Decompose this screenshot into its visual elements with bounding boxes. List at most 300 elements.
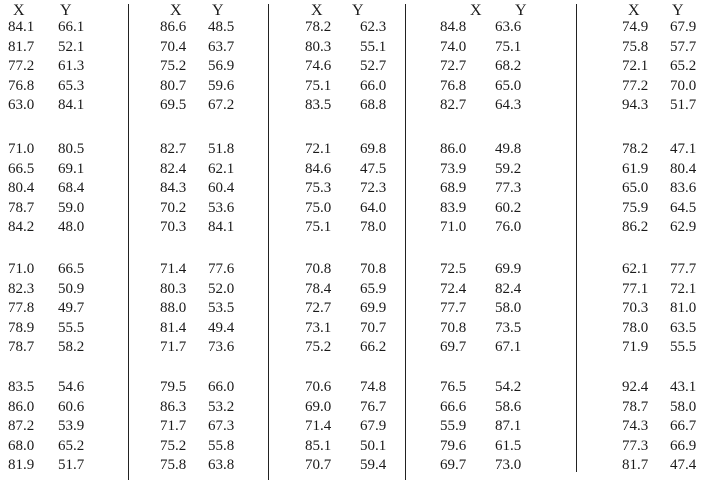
table-row <box>8 140 98 158</box>
x-value: 83.9 <box>440 199 467 216</box>
table-row <box>305 417 400 435</box>
y-value: 60.2 <box>495 199 522 216</box>
table-row <box>440 18 535 36</box>
table-row <box>8 319 98 337</box>
table-row <box>160 218 248 236</box>
y-value: 67.1 <box>495 339 522 355</box>
x-value: 72.5 <box>440 261 467 277</box>
y-value: 47.5 <box>360 160 387 177</box>
header-y: Y <box>352 2 365 19</box>
x-value: 61.9 <box>622 160 649 177</box>
x-value: 76.8 <box>440 77 467 94</box>
y-value: 72.3 <box>360 180 387 196</box>
table-row <box>8 199 98 217</box>
y-value: 61.3 <box>58 58 85 74</box>
header-x: X <box>470 2 483 19</box>
x-value: 72.1 <box>622 58 649 74</box>
table-row <box>440 77 535 95</box>
y-value: 48.5 <box>208 19 235 35</box>
table-row <box>8 218 98 236</box>
x-value: 74.0 <box>440 38 467 55</box>
table-row <box>622 218 702 236</box>
x-value: 69.5 <box>160 97 187 113</box>
table-row <box>622 140 702 158</box>
x-value: 80.3 <box>305 38 332 55</box>
y-value: 66.0 <box>360 77 387 94</box>
x-value: 85.1 <box>305 437 332 454</box>
y-value: 55.5 <box>670 339 697 355</box>
table-row <box>160 280 248 298</box>
table-row <box>8 280 98 298</box>
y-value: 50.9 <box>58 280 85 297</box>
table-row <box>440 398 535 416</box>
y-value: 47.4 <box>670 457 697 473</box>
x-value: 92.4 <box>622 379 649 395</box>
y-value: 58.0 <box>495 300 522 316</box>
y-value: 67.2 <box>208 97 235 113</box>
x-value: 69.7 <box>440 339 467 355</box>
table-row <box>8 456 98 474</box>
header-y: Y <box>515 2 528 19</box>
table-row <box>160 140 248 158</box>
x-value: 70.6 <box>305 379 332 395</box>
table-row <box>305 398 400 416</box>
table-row <box>160 398 248 416</box>
table-row <box>440 280 535 298</box>
table-row <box>8 378 98 396</box>
y-value: 67.3 <box>208 418 235 434</box>
x-value: 80.7 <box>160 77 187 94</box>
table-row <box>440 218 535 236</box>
table-row <box>440 338 535 356</box>
table-row <box>8 179 98 197</box>
table-row <box>305 96 400 114</box>
y-value: 55.5 <box>58 319 85 336</box>
x-value: 75.8 <box>622 38 649 55</box>
x-value: 69.7 <box>440 457 467 473</box>
x-value: 86.3 <box>160 398 187 415</box>
table-row <box>8 260 98 278</box>
table-row <box>8 57 98 75</box>
table-row <box>160 378 248 396</box>
table-row <box>305 338 400 356</box>
y-value: 63.7 <box>208 38 235 55</box>
y-value: 53.2 <box>208 398 235 415</box>
table-row <box>622 199 702 217</box>
x-value: 66.6 <box>440 398 467 415</box>
table-row <box>305 160 400 178</box>
y-value: 59.2 <box>495 160 522 177</box>
table-row <box>622 280 702 298</box>
y-value: 55.8 <box>208 437 235 454</box>
x-value: 84.3 <box>160 180 187 196</box>
table-row <box>440 299 535 317</box>
table-row <box>622 398 702 416</box>
y-value: 65.0 <box>495 77 522 94</box>
y-value: 57.7 <box>670 38 697 55</box>
x-value: 84.2 <box>8 219 35 235</box>
x-value: 77.3 <box>622 437 649 454</box>
y-value: 67.9 <box>360 418 387 434</box>
y-value: 83.6 <box>670 180 697 196</box>
y-value: 84.1 <box>208 219 235 235</box>
table-row <box>305 437 400 455</box>
x-value: 72.7 <box>440 58 467 74</box>
y-value: 66.9 <box>670 437 697 454</box>
y-value: 69.1 <box>58 160 85 177</box>
y-value: 52.7 <box>360 58 387 74</box>
x-value: 75.9 <box>622 199 649 216</box>
table-row <box>440 260 535 278</box>
header-y: Y <box>212 2 225 19</box>
x-value: 75.1 <box>305 77 332 94</box>
x-value: 82.7 <box>440 97 467 113</box>
y-value: 58.2 <box>58 339 85 355</box>
y-value: 48.0 <box>58 219 85 235</box>
y-value: 75.1 <box>495 38 522 55</box>
table-row <box>305 179 400 197</box>
x-value: 81.7 <box>8 38 35 55</box>
table-row <box>622 77 702 95</box>
x-value: 70.8 <box>305 261 332 277</box>
y-value: 52.1 <box>58 38 85 55</box>
x-value: 68.9 <box>440 180 467 196</box>
y-value: 63.8 <box>208 457 235 473</box>
x-value: 84.8 <box>440 19 467 35</box>
table-row <box>440 378 535 396</box>
x-value: 70.2 <box>160 199 187 216</box>
x-value: 78.2 <box>305 19 332 35</box>
x-value: 82.3 <box>8 280 35 297</box>
y-value: 68.4 <box>58 180 85 196</box>
table-row <box>160 96 248 114</box>
x-value: 74.9 <box>622 19 649 35</box>
x-value: 71.0 <box>8 261 35 277</box>
x-value: 81.9 <box>8 457 35 473</box>
y-value: 77.3 <box>495 180 522 196</box>
y-value: 74.8 <box>360 379 387 395</box>
y-value: 56.9 <box>208 58 235 74</box>
table-row <box>160 437 248 455</box>
y-value: 73.6 <box>208 339 235 355</box>
header-y: Y <box>672 2 685 19</box>
table-row <box>622 18 702 36</box>
x-value: 78.0 <box>622 319 649 336</box>
y-value: 52.0 <box>208 280 235 297</box>
y-value: 67.9 <box>670 19 697 35</box>
x-value: 86.6 <box>160 19 187 35</box>
x-value: 72.4 <box>440 280 467 297</box>
y-value: 60.4 <box>208 180 235 196</box>
x-value: 83.5 <box>305 97 332 113</box>
column-divider <box>576 4 577 472</box>
y-value: 53.6 <box>208 199 235 216</box>
table-row <box>160 456 248 474</box>
x-value: 73.1 <box>305 319 332 336</box>
x-value: 70.4 <box>160 38 187 55</box>
table-row <box>622 160 702 178</box>
table-row <box>440 38 535 56</box>
table-row <box>622 378 702 396</box>
y-value: 77.6 <box>208 261 235 277</box>
x-value: 86.2 <box>622 219 649 235</box>
table-row <box>160 18 248 36</box>
x-value: 71.4 <box>305 418 332 434</box>
x-value: 62.1 <box>622 261 649 277</box>
header-y: Y <box>60 2 73 19</box>
x-value: 78.9 <box>8 319 35 336</box>
table-row <box>622 38 702 56</box>
y-value: 59.0 <box>58 199 85 216</box>
y-value: 54.6 <box>58 379 85 395</box>
x-value: 70.3 <box>160 219 187 235</box>
x-value: 71.9 <box>622 339 649 355</box>
x-value: 70.7 <box>305 457 332 473</box>
x-value: 78.7 <box>8 199 35 216</box>
x-value: 69.0 <box>305 398 332 415</box>
table-row <box>440 417 535 435</box>
table-row <box>305 38 400 56</box>
x-value: 84.6 <box>305 160 332 177</box>
table-row <box>160 319 248 337</box>
table-row <box>440 57 535 75</box>
y-value: 78.0 <box>360 219 387 235</box>
x-value: 86.0 <box>8 398 35 415</box>
header-x: X <box>170 2 183 19</box>
y-value: 64.0 <box>360 199 387 216</box>
y-value: 64.5 <box>670 199 697 216</box>
table-row <box>440 456 535 474</box>
x-value: 74.3 <box>622 418 649 434</box>
y-value: 76.0 <box>495 219 522 235</box>
table-row <box>622 57 702 75</box>
table-row <box>440 96 535 114</box>
column-divider <box>405 4 406 480</box>
y-value: 65.2 <box>670 58 697 74</box>
table-row <box>622 456 702 474</box>
table-row <box>305 319 400 337</box>
x-value: 94.3 <box>622 97 649 113</box>
table-row <box>160 38 248 56</box>
y-value: 62.1 <box>208 160 235 177</box>
x-value: 78.2 <box>622 141 649 157</box>
y-value: 65.2 <box>58 437 85 454</box>
x-value: 70.3 <box>622 300 649 316</box>
table-row <box>160 179 248 197</box>
x-value: 71.7 <box>160 418 187 434</box>
table-row <box>8 437 98 455</box>
y-value: 87.1 <box>495 418 522 434</box>
y-value: 66.0 <box>208 379 235 395</box>
y-value: 66.7 <box>670 418 697 434</box>
table-row <box>8 299 98 317</box>
table-row <box>8 18 98 36</box>
x-value: 68.0 <box>8 437 35 454</box>
y-value: 53.9 <box>58 418 85 434</box>
y-value: 51.7 <box>58 457 85 473</box>
y-value: 69.9 <box>495 261 522 277</box>
table-row <box>160 160 248 178</box>
y-value: 51.7 <box>670 97 697 113</box>
x-value: 75.8 <box>160 457 187 473</box>
y-value: 70.7 <box>360 319 387 336</box>
x-value: 75.2 <box>305 339 332 355</box>
y-value: 72.1 <box>670 280 697 297</box>
x-value: 80.3 <box>160 280 187 297</box>
x-value: 66.5 <box>8 160 35 177</box>
y-value: 68.2 <box>495 58 522 74</box>
table-row <box>8 398 98 416</box>
y-value: 49.7 <box>58 300 85 316</box>
y-value: 69.8 <box>360 141 387 157</box>
y-value: 47.1 <box>670 141 697 157</box>
y-value: 69.9 <box>360 300 387 316</box>
table-row <box>305 57 400 75</box>
x-value: 75.1 <box>305 219 332 235</box>
table-row <box>160 417 248 435</box>
x-value: 81.7 <box>622 457 649 473</box>
x-value: 88.0 <box>160 300 187 316</box>
y-value: 84.1 <box>58 97 85 113</box>
table-row <box>8 38 98 56</box>
y-value: 55.1 <box>360 38 387 55</box>
x-value: 73.9 <box>440 160 467 177</box>
table-row <box>305 299 400 317</box>
table-row <box>8 417 98 435</box>
y-value: 50.1 <box>360 437 387 454</box>
x-value: 78.4 <box>305 280 332 297</box>
table-row <box>8 77 98 95</box>
y-value: 80.5 <box>58 141 85 157</box>
y-value: 60.6 <box>58 398 85 415</box>
y-value: 49.4 <box>208 319 235 336</box>
table-row <box>305 280 400 298</box>
y-value: 65.3 <box>58 77 85 94</box>
x-value: 71.4 <box>160 261 187 277</box>
y-value: 66.2 <box>360 339 387 355</box>
table-row <box>622 338 702 356</box>
y-value: 82.4 <box>495 280 522 297</box>
x-value: 78.7 <box>622 398 649 415</box>
y-value: 68.8 <box>360 97 387 113</box>
table-row <box>622 96 702 114</box>
y-value: 73.0 <box>495 457 522 473</box>
y-value: 66.1 <box>58 19 85 35</box>
y-value: 70.8 <box>360 261 387 277</box>
x-value: 75.2 <box>160 58 187 74</box>
x-value: 74.6 <box>305 58 332 74</box>
x-value: 84.1 <box>8 19 35 35</box>
header-x: X <box>628 2 641 19</box>
y-value: 63.6 <box>495 19 522 35</box>
x-value: 78.7 <box>8 339 35 355</box>
table-row <box>440 437 535 455</box>
x-value: 83.5 <box>8 379 35 395</box>
y-value: 66.5 <box>58 261 85 277</box>
table-row <box>305 218 400 236</box>
x-value: 76.5 <box>440 379 467 395</box>
table-row <box>305 456 400 474</box>
x-value: 71.0 <box>8 141 35 157</box>
x-value: 76.8 <box>8 77 35 94</box>
table-row <box>305 77 400 95</box>
y-value: 65.9 <box>360 280 387 297</box>
table-row <box>8 160 98 178</box>
column-divider <box>268 4 269 480</box>
x-value: 75.0 <box>305 199 332 216</box>
x-value: 77.8 <box>8 300 35 316</box>
x-value: 77.1 <box>622 280 649 297</box>
table-row <box>160 338 248 356</box>
x-value: 63.0 <box>8 97 35 113</box>
table-row <box>305 18 400 36</box>
y-value: 62.3 <box>360 19 387 35</box>
x-value: 80.4 <box>8 180 35 196</box>
y-value: 59.6 <box>208 77 235 94</box>
x-value: 72.1 <box>305 141 332 157</box>
x-value: 81.4 <box>160 319 187 336</box>
x-value: 65.0 <box>622 180 649 196</box>
y-value: 80.4 <box>670 160 697 177</box>
y-value: 58.6 <box>495 398 522 415</box>
table-row <box>440 199 535 217</box>
table-row <box>305 260 400 278</box>
y-value: 61.5 <box>495 437 522 454</box>
x-value: 79.5 <box>160 379 187 395</box>
y-value: 81.0 <box>670 300 697 316</box>
x-value: 71.0 <box>440 219 467 235</box>
y-value: 59.4 <box>360 457 387 473</box>
table-row <box>622 260 702 278</box>
x-value: 72.7 <box>305 300 332 316</box>
column-divider <box>128 4 129 480</box>
x-value: 87.2 <box>8 418 35 434</box>
y-value: 58.0 <box>670 398 697 415</box>
y-value: 64.3 <box>495 97 522 113</box>
header-x: X <box>13 2 26 19</box>
table-row <box>160 77 248 95</box>
table-row <box>622 299 702 317</box>
table-row <box>305 378 400 396</box>
table-row <box>160 199 248 217</box>
table-row <box>8 338 98 356</box>
table-row <box>305 140 400 158</box>
x-value: 77.2 <box>8 58 35 74</box>
y-value: 51.8 <box>208 141 235 157</box>
table-row <box>160 299 248 317</box>
header-x: X <box>311 2 324 19</box>
x-value: 86.0 <box>440 141 467 157</box>
y-value: 77.7 <box>670 261 697 277</box>
x-value: 55.9 <box>440 418 467 434</box>
x-value: 82.4 <box>160 160 187 177</box>
x-value: 75.3 <box>305 180 332 196</box>
table-row <box>622 437 702 455</box>
y-value: 49.8 <box>495 141 522 157</box>
table-row <box>622 319 702 337</box>
x-value: 77.2 <box>622 77 649 94</box>
x-value: 70.8 <box>440 319 467 336</box>
table-row <box>305 199 400 217</box>
x-value: 75.2 <box>160 437 187 454</box>
table-row <box>440 319 535 337</box>
x-value: 82.7 <box>160 141 187 157</box>
y-value: 53.5 <box>208 300 235 316</box>
table-row <box>160 57 248 75</box>
y-value: 63.5 <box>670 319 697 336</box>
table-row <box>440 140 535 158</box>
x-value: 79.6 <box>440 437 467 454</box>
